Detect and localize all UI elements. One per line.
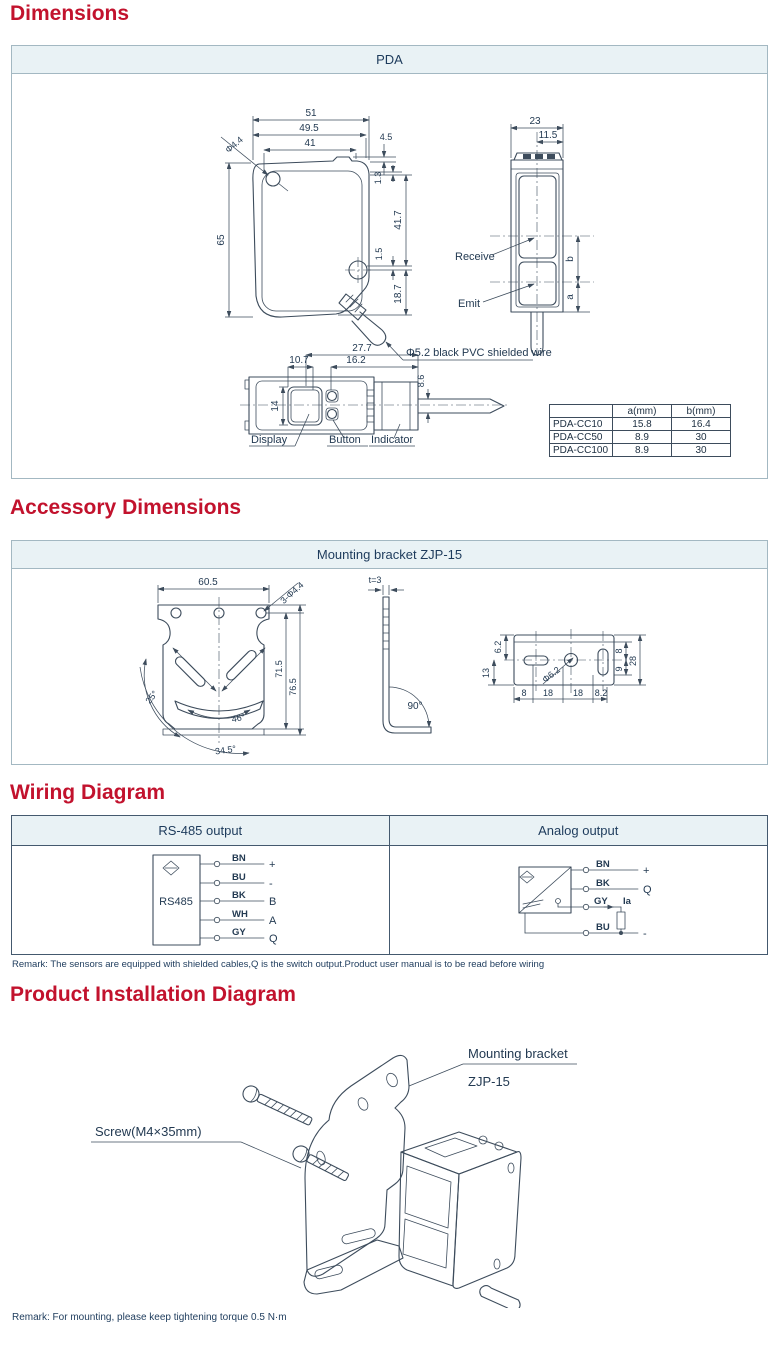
bracket-panel-title-text: Mounting bracket ZJP-15 [316, 547, 463, 562]
dim-angle-46: 46° [230, 711, 247, 725]
rs485-wire-gy [200, 927, 278, 945]
dim-65: 65 [216, 234, 227, 246]
label-button: Button [329, 434, 361, 446]
pda-panel-body [12, 74, 767, 479]
load-resistor [617, 912, 625, 929]
table-header-a: a(mm) [613, 405, 672, 418]
wiring-rs485-cell [12, 846, 390, 954]
section-title-dimensions: Dimensions [10, 2, 130, 25]
label-bracket-model: ZJP-15 [468, 1074, 510, 1089]
cell-model: PDA-CC10 [550, 418, 613, 431]
wire-color-label: BK [232, 890, 246, 901]
dim-t3: t=3 [368, 575, 382, 585]
wire-terminal-label: Q [269, 933, 278, 945]
dim-23: 23 [529, 116, 541, 127]
dim-1-3: 1.3 [373, 171, 383, 185]
bracket-front-view [140, 577, 306, 756]
pda-panel-title-text: PDA [376, 52, 403, 67]
table-row [550, 444, 731, 457]
wire-color-label: BU [232, 872, 246, 883]
installation-drawing [11, 1028, 768, 1308]
section-title-installation: Product Installation Diagram [10, 983, 296, 1006]
wire-color-label: BK [595, 878, 610, 889]
dim-60-5: 60.5 [198, 577, 218, 588]
dim-3-holes: 3-Φ4.4 [278, 579, 306, 606]
sensor-symbol-icon [163, 861, 179, 875]
dim-41-7: 41.7 [393, 210, 404, 230]
current-label-ia: Ia [622, 896, 631, 907]
dim-13: 13 [481, 667, 491, 679]
label-cable: Φ5.2 black PVC shielded wire [406, 347, 552, 359]
wiring-header-rs485 [12, 816, 390, 846]
wire-color-label: BN [595, 859, 610, 870]
analog-wire-bk [571, 878, 652, 896]
analog-title-text: Analog output [538, 823, 619, 838]
table-row [550, 431, 731, 444]
wire-color-label: BU [595, 922, 610, 933]
wire-terminal-label: Q [642, 884, 652, 896]
dim-8-6: 8.6 [416, 374, 426, 388]
label-indicator: Indicator [371, 434, 414, 446]
dim-4-5: 4.5 [379, 132, 393, 142]
dim-chain-18b: 18 [572, 688, 584, 698]
table-header-blank [550, 405, 613, 418]
cell-a: 8.9 [613, 431, 672, 444]
wiring-header-analog [390, 816, 768, 846]
dim-b: b [565, 256, 576, 262]
table-header-b: b(mm) [672, 405, 731, 418]
table-row [550, 418, 731, 431]
section-title-wiring: Wiring Diagram [10, 781, 165, 804]
analog-wiring-diagram [390, 846, 767, 954]
dim-41: 41 [304, 138, 316, 149]
wire-terminal-label: - [642, 928, 647, 940]
cell-b: 30 [672, 431, 731, 444]
dim-14: 14 [270, 400, 281, 412]
dim-51: 51 [305, 108, 317, 119]
junction-dot [619, 931, 623, 935]
analog-wire-bn [571, 859, 649, 877]
label-mounting-bracket: Mounting bracket [468, 1046, 568, 1061]
rs485-wire-bn [200, 853, 275, 871]
rs485-wiring-diagram [12, 846, 388, 954]
dim-6-2: 6.2 [493, 640, 503, 654]
cell-model: PDA-CC50 [550, 431, 613, 444]
rs485-wire-wh [200, 909, 277, 927]
pda-cable-callout [386, 342, 552, 360]
dim-hole-side: Φ4.4 [223, 134, 245, 155]
dim-angle-25: 25° [143, 688, 160, 706]
wiring-analog-cell [390, 846, 768, 954]
screw-1 [240, 1083, 314, 1129]
dim-49-5: 49.5 [299, 123, 319, 134]
dim-angle-90: 90° [407, 701, 423, 712]
pda-front-view [455, 116, 594, 355]
cell-model: PDA-CC100 [550, 444, 613, 457]
dim-a: a [565, 294, 576, 300]
sensor-symbol-icon [520, 871, 534, 883]
bracket-side-view [368, 575, 431, 733]
wire-terminal-label: + [642, 865, 649, 877]
wire-color-label: GY [593, 896, 608, 907]
dim-chain-8: 8 [521, 688, 527, 698]
wire-terminal-label: + [269, 859, 276, 871]
pda-side-view [216, 108, 412, 345]
wire-color-label: GY [232, 927, 246, 938]
pda-panel-title [12, 46, 767, 74]
wiring-remark: Remark: The sensors are equipped with shielded cables,Q is the switch output.Product user manual is to be read before wiring [12, 959, 545, 970]
section-title-accessory: Accessory Dimensions [10, 496, 242, 519]
wire-terminal-label: A [269, 915, 277, 927]
installation-remark: Remark: For mounting, please keep tightening torque 0.5 N·m [12, 1312, 287, 1323]
pda-variant-table [549, 404, 731, 457]
rs485-title-text: RS-485 output [158, 823, 243, 838]
cell-b: 16.4 [672, 418, 731, 431]
wire-terminal-label: B [269, 896, 277, 908]
label-screw: Screw(M4×35mm) [95, 1124, 202, 1139]
rs485-wire-bk [200, 890, 276, 908]
analog-wire-bu [525, 913, 647, 940]
dim-11-5: 11.5 [538, 130, 558, 141]
pda-dimensions-panel [11, 45, 768, 479]
sensor-3d [399, 1132, 523, 1308]
dim-27-7: 27.7 [352, 343, 372, 354]
bracket-dimension-drawing [12, 569, 767, 765]
dim-chain-8-2: 8.2 [594, 688, 608, 698]
dim-angle-34-5: 34.5° [214, 743, 237, 757]
label-emit: Emit [458, 298, 480, 310]
wire-color-label: WH [232, 909, 248, 920]
label-display: Display [251, 434, 288, 446]
dim-76-5: 76.5 [288, 678, 298, 696]
cell-a: 8.9 [613, 444, 672, 457]
dim-r-28: 28 [628, 655, 638, 667]
dim-71-5: 71.5 [274, 660, 284, 678]
dim-r-8: 8 [614, 648, 624, 654]
bracket-panel-title [12, 541, 767, 569]
bracket-panel-body [12, 569, 767, 765]
dim-r-9: 9 [614, 666, 624, 672]
bracket-top-view [481, 629, 646, 703]
device-label-rs485: RS485 [159, 896, 193, 908]
cell-b: 30 [672, 444, 731, 457]
cell-a: 15.8 [613, 418, 672, 431]
rs485-wire-bu [200, 872, 273, 890]
dim-18-7: 18.7 [393, 284, 404, 304]
wire-terminal-label: - [269, 878, 273, 890]
dim-10-7: 10.7 [289, 355, 309, 366]
dim-1-5: 1.5 [374, 247, 384, 261]
bracket-dimensions-panel [11, 540, 768, 765]
table-header-row [550, 405, 731, 418]
dim-16-2: 16.2 [346, 355, 366, 366]
bracket-3d [304, 1055, 409, 1294]
dim-chain-18a: 18 [542, 688, 554, 698]
dim-hole-6-2: Φ6.2 [540, 664, 562, 685]
label-receive: Receive [455, 251, 495, 263]
wiring-panel [11, 815, 768, 955]
wire-color-label: BN [232, 853, 246, 864]
